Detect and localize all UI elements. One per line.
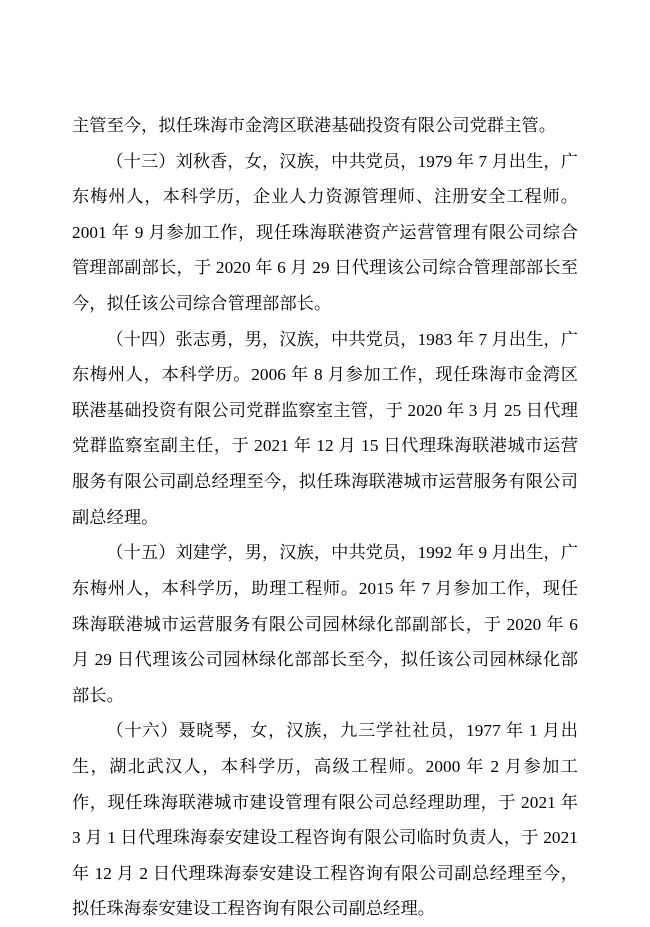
paragraph-item-14: （十四）张志勇，男，汉族，中共党员，1983 年 7 月出生，广东梅州人，本科学历。2006 年 8 月参加工作，现任珠海市金湾区联港基础投资有限公司党群监察室主管，于 2020 年 3 月 25 日代理党群监察室副主任，于 2021 年 12 月 15 日代理珠海联港城市运营服务有限公司副总经理至今，拟任珠海联港城市运营服务有限公司副总经理。 [72, 329, 578, 527]
paragraph-item-13: （十三）刘秋香，女，汉族，中共党员，1979 年 7 月出生，广东梅州人，本科学历，企业人力资源管理师、注册安全工程师。2001 年 9 月参加工作，现任珠海联港资产运营管理有限公司综合管理部副部长，于 2020 年 6 月 29 日代理该公司综合管理部部长至今，拟任该公司综合管理部部长。 [72, 151, 578, 314]
paragraph-item-15: （十五）刘建学，男，汉族，中共党员，1992 年 9 月出生，广东梅州人，本科学历，助理工程师。2015 年 7 月参加工作，现任珠海联港城市运营服务有限公司园林绿化部副部长，于 2020 年 6 月 29 日代理该公司园林绿化部部长至今，拟任该公司园林绿化部部长。 [72, 543, 578, 705]
paragraph-item-16: （十六）聂晓琴，女，汉族，九三学社社员，1977 年 1 月出生，湖北武汉人，本科学历，高级工程师。2000 年 2 月参加工作，现任珠海联港城市建设管理有限公司总经理助理，于 2021 年 3 月 1 日代理珠海泰安建设工程咨询有限公司临时负责人，于 2021 年 12 月 2 日代理珠海泰安建设工程咨询有限公司副总经理至今，拟任珠海泰安建设工程咨询有限公司副总经理。 [72, 721, 578, 919]
paragraph-continuation: 主管至今，拟任珠海市金湾区联港基础投资有限公司党群主管。 [72, 116, 557, 135]
document-body [72, 108, 578, 927]
